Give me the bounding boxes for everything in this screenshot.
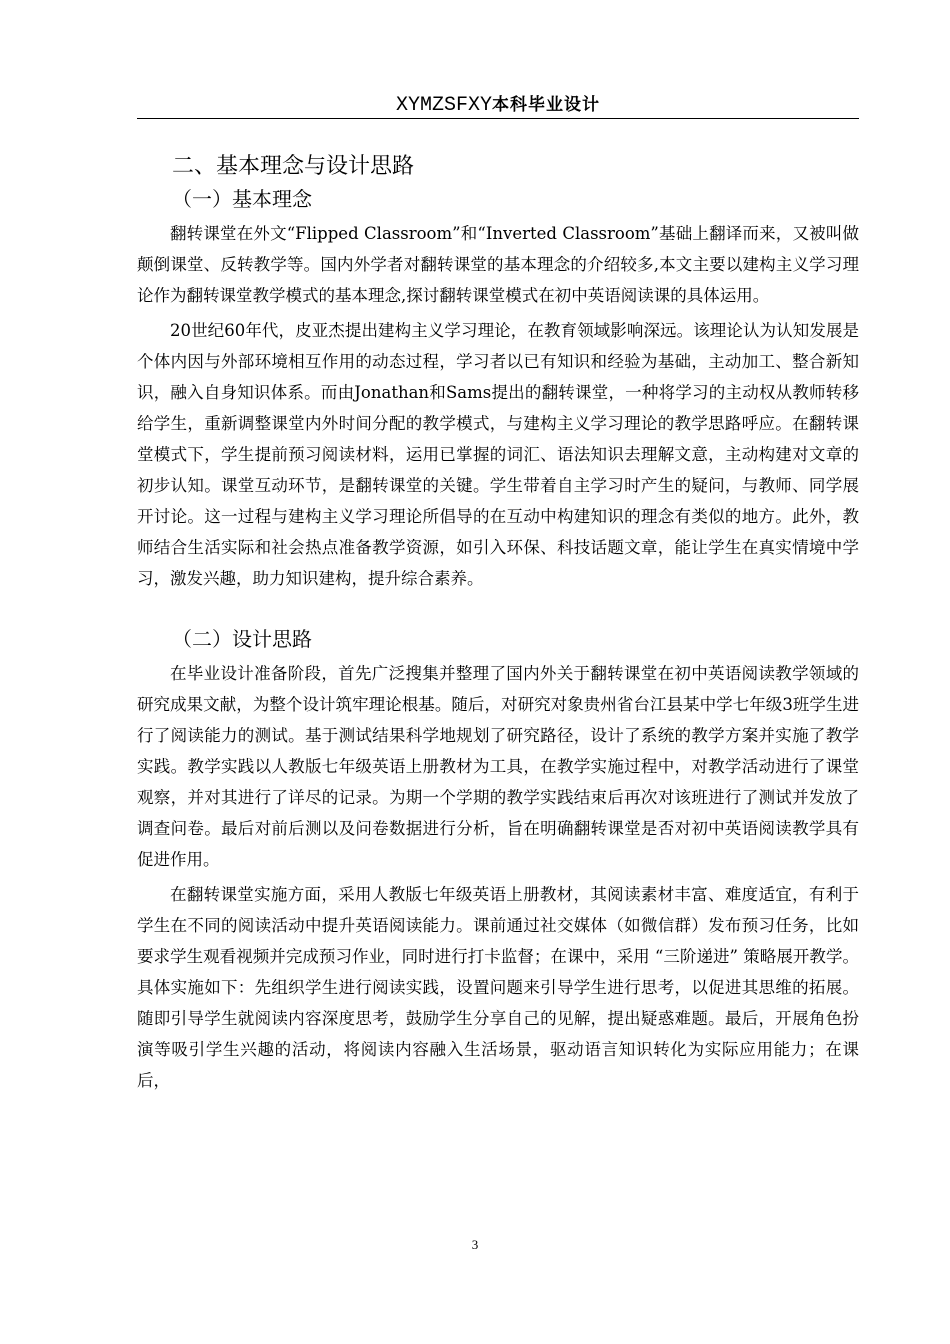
document-body: [137, 150, 859, 1100]
page-number: 3: [471, 1237, 479, 1252]
header-title: 本科毕业设计: [492, 95, 600, 115]
header-code: XYMZSFXY: [395, 94, 492, 117]
paragraph: 翻转课堂在外文“Flipped Classroom”和“Inverted Classroom”基础上翻译而来，又被叫做颠倒课堂、反转教学等。国内外学者对翻转课堂的基本理念的介绍较多,本文主要以建构主义学习理论作为翻转课堂教学模式的基本理念,探讨翻转课堂模式在初中英语阅读课的具体运用。: [137, 224, 859, 305]
subsection-title-design-approach: （二）设计思路: [172, 627, 312, 651]
subsection-title-basic-concept: （一）基本理念: [172, 187, 312, 211]
paragraph: 20世纪60年代，皮亚杰提出建构主义学习理论，在教育领域影响深远。该理论认为认知发展是个体内因与外部环境相互作用的动态过程，学习者以已有知识和经验为基础，主动加工、整合新知识，融入自身知识体系。而由Jonathan和Sams提出的翻转课堂，一种将学习的主动权从教师转移给学生，重新调整课堂内外时间分配的教学模式，与建构主义学习理论的教学思路呼应。在翻转课堂模式下，学生提前预习阅读材料，运用已掌握的词汇、语法知识去理解文意，主动构建对文章的初步认知。课堂互动环节，是翻转课堂的关键。学生带着自主学习时产生的疑问，与教师、同学展开讨论。这一过程与建构主义学习理论所倡导的在互动中构建知识的理念有类似的地方。此外，教师结合生活实际和社会热点准备教学资源，如引入环保、科技话题文章，能让学生在真实情境中学习，激发兴趣，助力知识建构，提升综合素养。: [137, 321, 859, 588]
paragraph: 在翻转课堂实施方面，采用人教版七年级英语上册教材，其阅读素材丰富、难度适宜，有利于学生在不同的阅读活动中提升英语阅读能力。课前通过社交媒体（如微信群）发布预习任务，比如要求学生观看视频并完成预习作业，同时进行打卡监督；在课中，采用 “三阶递进” 策略展开教学。具体实施如下：先组织学生进行阅读实践，设置问题来引导学生进行思考，以促进其思维的拓展。随即引导学生就阅读内容深度思考，鼓励学生分享自己的见解，提出疑惑难题。最后，开展角色扮演等吸引学生兴趣的活动，将阅读内容融入生活场景，驱动语言知识转化为实际应用能力；在课后，: [137, 885, 859, 1090]
paragraph: 在毕业设计准备阶段，首先广泛搜集并整理了国内外关于翻转课堂在初中英语阅读教学领域的研究成果文献，为整个设计筑牢理论根基。随后，对研究对象贵州省台江县某中学七年级3班学生进行了阅读能力的测试。基于测试结果科学地规划了研究路径，设计了系统的教学方案并实施了教学实践。教学实践以人教版七年级英语上册教材为工具，在教学实施过程中，对教学活动进行了课堂观察，并对其进行了详尽的记录。为期一个学期的教学实践结束后再次对该班进行了测试并发放了调查问卷。最后对前后测以及问卷数据进行分析，旨在明确翻转课堂是否对初中英语阅读教学具有促进作用。: [137, 664, 859, 869]
section-title: 二、基本理念与设计思路: [172, 154, 415, 179]
page-header: [137, 88, 859, 119]
